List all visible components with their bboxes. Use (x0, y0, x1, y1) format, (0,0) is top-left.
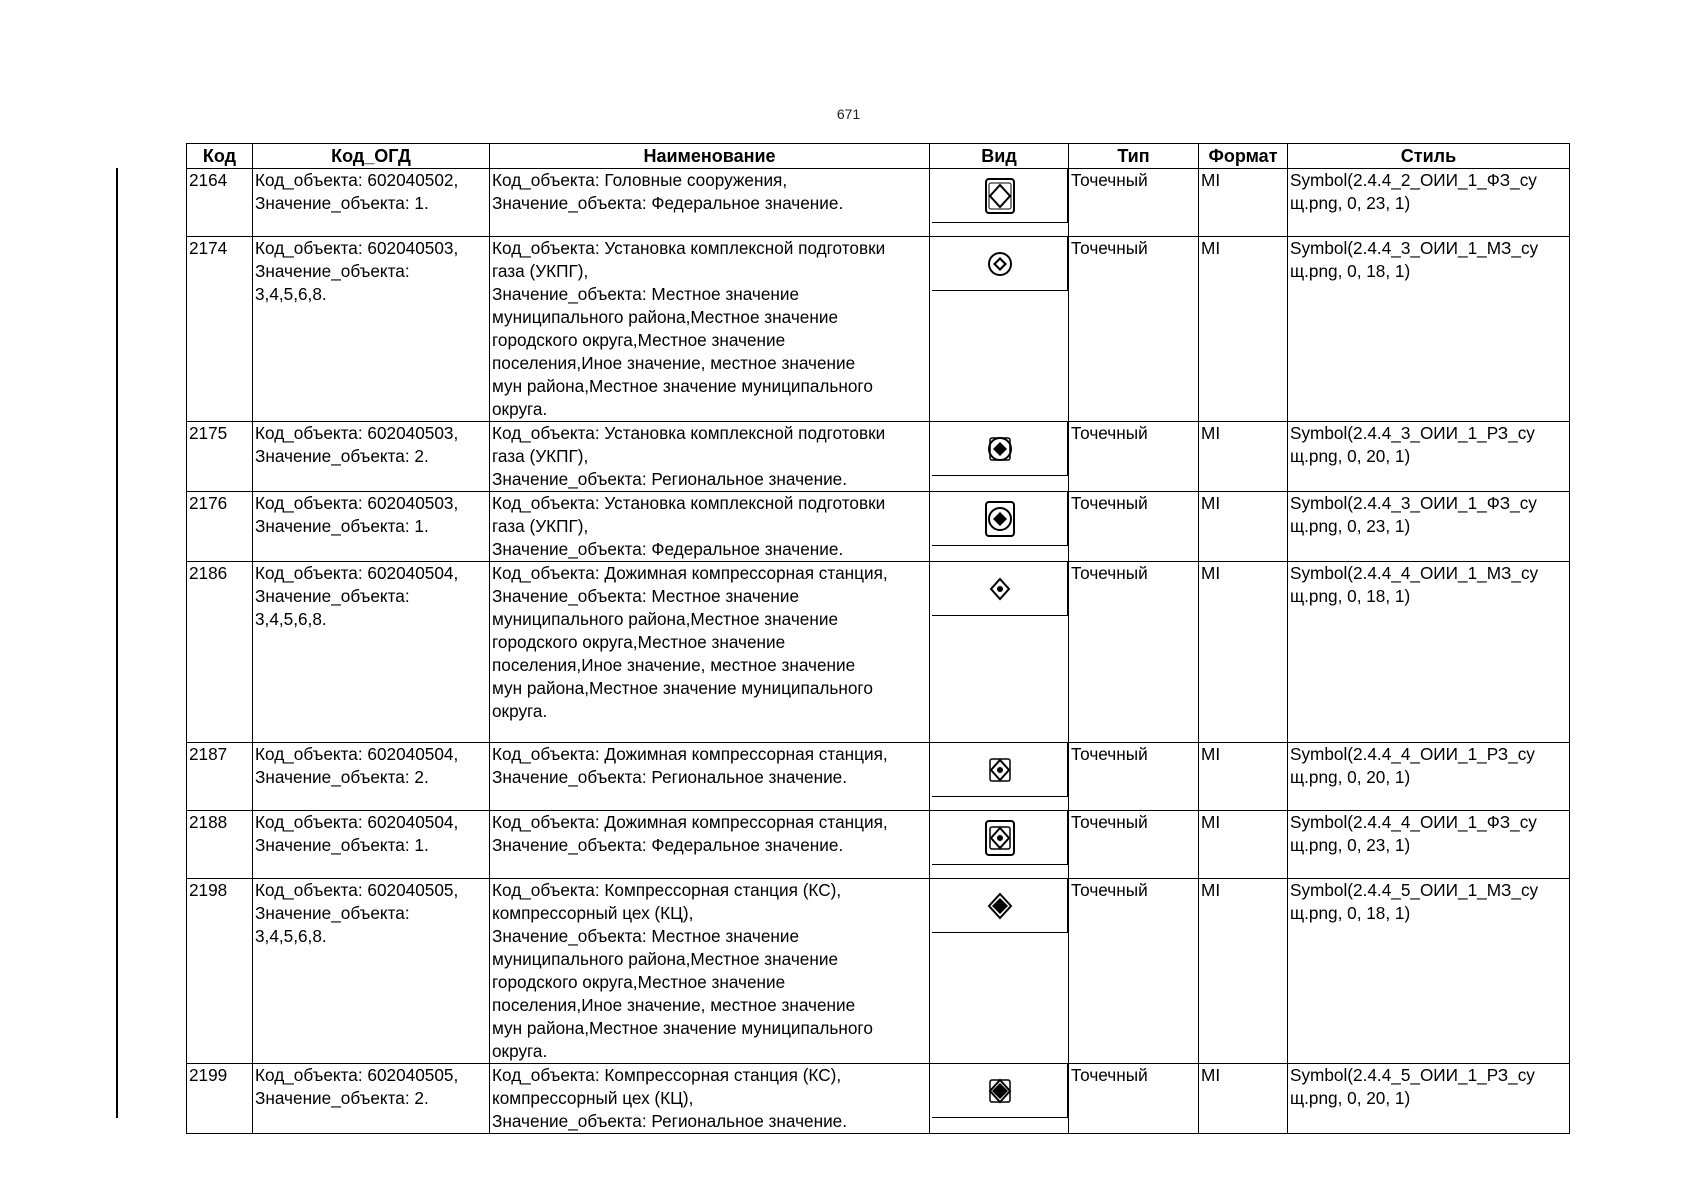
column-header-ogd: Код_ОГД (253, 144, 490, 169)
dotted-diamond-icon (984, 570, 1016, 608)
cell-code-text: 2198 (189, 880, 228, 900)
cell-type (1069, 562, 1199, 743)
cell-ogd (253, 237, 490, 422)
cell-type-text: Точечный (1071, 744, 1148, 764)
symbol-box (932, 422, 1068, 476)
cell-name (490, 743, 930, 811)
cell-ogd (253, 492, 490, 562)
cell-style-text: Symbol(2.4.4_4_ОИИ_1_ФЗ_су щ.png, 0, 23, 1) (1290, 812, 1537, 855)
cell-name-text: Код_объекта: Дожимная компрессорная станция, Значение_объекта: Местное значение муниципального района,Местное значение городского округа,Местное значение поселения,Иное значение, местное значение мун района,Местное значение муниципального округа. (492, 563, 888, 721)
cell-type-text: Точечный (1071, 812, 1148, 832)
hollow-diamond-in-framed-square-icon (984, 177, 1016, 215)
symbol-box (932, 811, 1068, 865)
cell-style (1288, 879, 1570, 1064)
cell-name (490, 1064, 930, 1134)
cell-code (187, 237, 253, 422)
cell-code-text: 2175 (189, 423, 228, 443)
cell-name-text: Код_объекта: Установка комплексной подготовки газа (УКПГ), Значение_объекта: Местное значение муниципального района,Местное значение городского округа,Местное значение поселения,Иное значение, местное значение мун района,Местное значение муниципального округа. (492, 238, 886, 419)
cell-view (930, 811, 1069, 879)
cell-ogd-text: Код_объекта: 602040502, Значение_объекта: 1. (255, 170, 459, 213)
cell-format (1199, 811, 1288, 879)
cell-name (490, 562, 930, 743)
cell-style (1288, 492, 1570, 562)
filled-diamond-in-circle-square-icon (984, 430, 1016, 468)
cell-format-text: MI (1201, 170, 1221, 190)
cell-format-text: MI (1201, 493, 1221, 513)
cell-style-text: Symbol(2.4.4_3_ОИИ_1_ФЗ_су щ.png, 0, 23, 1) (1290, 493, 1537, 536)
cell-view (930, 879, 1069, 1064)
cell-format (1199, 169, 1288, 237)
cell-name-text: Код_объекта: Компрессорная станция (КС), компрессорный цех (КЦ), Значение_объекта: Региональное значение. (492, 1065, 848, 1131)
cell-format-text: MI (1201, 423, 1221, 443)
cell-code-text: 2164 (189, 170, 228, 190)
cell-name-text: Код_объекта: Установка комплексной подготовки газа (УКПГ), Значение_объекта: Федеральное значение. (492, 493, 886, 559)
cell-code (187, 743, 253, 811)
table-row (187, 879, 1570, 1064)
cell-ogd-text: Код_объекта: 602040503, Значение_объекта: 3,4,5,6,8. (255, 238, 459, 304)
cell-ogd-text: Код_объекта: 602040503, Значение_объекта: 1. (255, 493, 459, 536)
table-row (187, 811, 1570, 879)
cell-name (490, 169, 930, 237)
cell-code (187, 422, 253, 492)
cell-type-text: Точечный (1071, 170, 1148, 190)
cell-ogd (253, 422, 490, 492)
cell-name-text: Код_объекта: Установка комплексной подготовки газа (УКПГ), Значение_объекта: Региональное значение. (492, 423, 886, 489)
symbol-box (932, 879, 1068, 933)
cell-type-text: Точечный (1071, 1065, 1148, 1085)
cell-ogd (253, 1064, 490, 1134)
cell-ogd (253, 169, 490, 237)
cell-style (1288, 811, 1570, 879)
cell-format-text: MI (1201, 812, 1221, 832)
cell-type-text: Точечный (1071, 563, 1148, 583)
cell-code-text: 2188 (189, 812, 228, 832)
cell-ogd-text: Код_объекта: 602040503, Значение_объекта: 2. (255, 423, 459, 466)
cell-name (490, 879, 930, 1064)
cell-name-text: Код_объекта: Головные сооружения, Значение_объекта: Федеральное значение. (492, 170, 844, 213)
symbol-box (932, 169, 1068, 223)
cell-ogd-text: Код_объекта: 602040504, Значение_объекта: 2. (255, 744, 459, 787)
cell-format (1199, 492, 1288, 562)
cell-name-text: Код_объекта: Дожимная компрессорная станция, Значение_объекта: Региональное значение. (492, 744, 888, 787)
cell-name-text: Код_объекта: Компрессорная станция (КС), компрессорный цех (КЦ), Значение_объекта: Местное значение муниципального района,Местное значение городского округа,Местное значение поселения,Иное значение, местное значение мун района,Местное значение муниципального округа. (492, 880, 873, 1061)
cell-ogd-text: Код_объекта: 602040504, Значение_объекта: 3,4,5,6,8. (255, 563, 459, 629)
cell-format-text: MI (1201, 238, 1221, 258)
table-row (187, 169, 1570, 237)
cell-type (1069, 1064, 1199, 1134)
cell-format (1199, 879, 1288, 1064)
cell-ogd-text: Код_объекта: 602040504, Значение_объекта: 1. (255, 812, 459, 855)
cell-type (1069, 422, 1199, 492)
cell-format-text: MI (1201, 880, 1221, 900)
cell-style-text: Symbol(2.4.4_3_ОИИ_1_МЗ_су щ.png, 0, 18, 1) (1290, 238, 1539, 281)
cell-ogd (253, 562, 490, 743)
cell-name (490, 811, 930, 879)
cell-code-text: 2199 (189, 1065, 228, 1085)
cell-ogd (253, 879, 490, 1064)
cell-format-text: MI (1201, 744, 1221, 764)
cell-name (490, 422, 930, 492)
cell-view (930, 169, 1069, 237)
column-header-view: Вид (930, 144, 1069, 169)
filled-diamond-icon (984, 887, 1016, 925)
column-header-name: Наименование (490, 144, 930, 169)
cell-name (490, 492, 930, 562)
cell-style (1288, 1064, 1570, 1134)
cell-format (1199, 237, 1288, 422)
cell-format (1199, 1064, 1288, 1134)
cell-type (1069, 492, 1199, 562)
cell-code (187, 879, 253, 1064)
table-row (187, 237, 1570, 422)
cell-code (187, 492, 253, 562)
cell-style-text: Symbol(2.4.4_3_ОИИ_1_РЗ_су щ.png, 0, 20, 1) (1290, 423, 1535, 466)
symbol-box (932, 743, 1068, 797)
cell-name (490, 237, 930, 422)
cell-type-text: Точечный (1071, 423, 1148, 443)
cell-ogd-text: Код_объекта: 602040505, Значение_объекта: 2. (255, 1065, 459, 1108)
cell-code (187, 169, 253, 237)
table-row (187, 743, 1570, 811)
table-row (187, 492, 1570, 562)
page-number: 671 (836, 106, 861, 122)
cell-type-text: Точечный (1071, 238, 1148, 258)
cell-type (1069, 879, 1199, 1064)
cell-style (1288, 743, 1570, 811)
cell-type (1069, 743, 1199, 811)
column-header-code: Код (187, 144, 253, 169)
cell-view (930, 743, 1069, 811)
symbol-box (932, 237, 1068, 291)
cell-format (1199, 422, 1288, 492)
column-header-format: Формат (1199, 144, 1288, 169)
cell-type-text: Точечный (1071, 880, 1148, 900)
symbol-box (932, 492, 1068, 546)
cell-format-text: MI (1201, 563, 1221, 583)
filled-diamond-in-circle-icon (984, 245, 1016, 283)
cell-style-text: Symbol(2.4.4_2_ОИИ_1_ФЗ_су щ.png, 0, 23, 1) (1290, 170, 1537, 213)
cell-style-text: Symbol(2.4.4_5_ОИИ_1_МЗ_су щ.png, 0, 18, 1) (1290, 880, 1539, 923)
cell-view (930, 562, 1069, 743)
cell-code-text: 2176 (189, 493, 228, 513)
filled-diamond-in-square-icon (984, 1072, 1016, 1110)
cell-view (930, 492, 1069, 562)
cell-view (930, 237, 1069, 422)
table-row (187, 422, 1570, 492)
column-header-style: Стиль (1288, 144, 1570, 169)
table-row (187, 562, 1570, 743)
symbol-box (932, 1064, 1068, 1118)
table-row (187, 1064, 1570, 1134)
cell-view (930, 422, 1069, 492)
symbol-registry-table (186, 143, 1570, 1134)
cell-format (1199, 562, 1288, 743)
cell-name-text: Код_объекта: Дожимная компрессорная станция, Значение_объекта: Федеральное значение. (492, 812, 888, 855)
cell-code-text: 2186 (189, 563, 228, 583)
filled-diamond-in-circle-framed-square-icon (984, 500, 1016, 538)
cell-ogd-text: Код_объекта: 602040505, Значение_объекта: 3,4,5,6,8. (255, 880, 459, 946)
cell-style-text: Symbol(2.4.4_5_ОИИ_1_РЗ_су щ.png, 0, 20, 1) (1290, 1065, 1535, 1108)
cell-style (1288, 237, 1570, 422)
cell-code-text: 2174 (189, 238, 228, 258)
table-header-row (187, 144, 1570, 169)
cell-style (1288, 169, 1570, 237)
cell-style-text: Symbol(2.4.4_4_ОИИ_1_РЗ_су щ.png, 0, 20, 1) (1290, 744, 1535, 787)
cell-type (1069, 237, 1199, 422)
cell-code (187, 562, 253, 743)
symbol-box (932, 562, 1068, 616)
margin-line (116, 168, 118, 1118)
cell-view (930, 1064, 1069, 1134)
cell-type (1069, 169, 1199, 237)
column-header-type: Тип (1069, 144, 1199, 169)
cell-ogd (253, 743, 490, 811)
cell-style (1288, 422, 1570, 492)
cell-code-text: 2187 (189, 744, 228, 764)
dotted-diamond-in-framed-square-icon (984, 819, 1016, 857)
cell-format-text: MI (1201, 1065, 1221, 1085)
cell-type-text: Точечный (1071, 493, 1148, 513)
cell-code (187, 811, 253, 879)
cell-code (187, 1064, 253, 1134)
cell-style-text: Symbol(2.4.4_4_ОИИ_1_МЗ_су щ.png, 0, 18, 1) (1290, 563, 1539, 606)
cell-style (1288, 562, 1570, 743)
cell-ogd (253, 811, 490, 879)
dotted-diamond-in-square-icon (984, 751, 1016, 789)
cell-format (1199, 743, 1288, 811)
cell-type (1069, 811, 1199, 879)
